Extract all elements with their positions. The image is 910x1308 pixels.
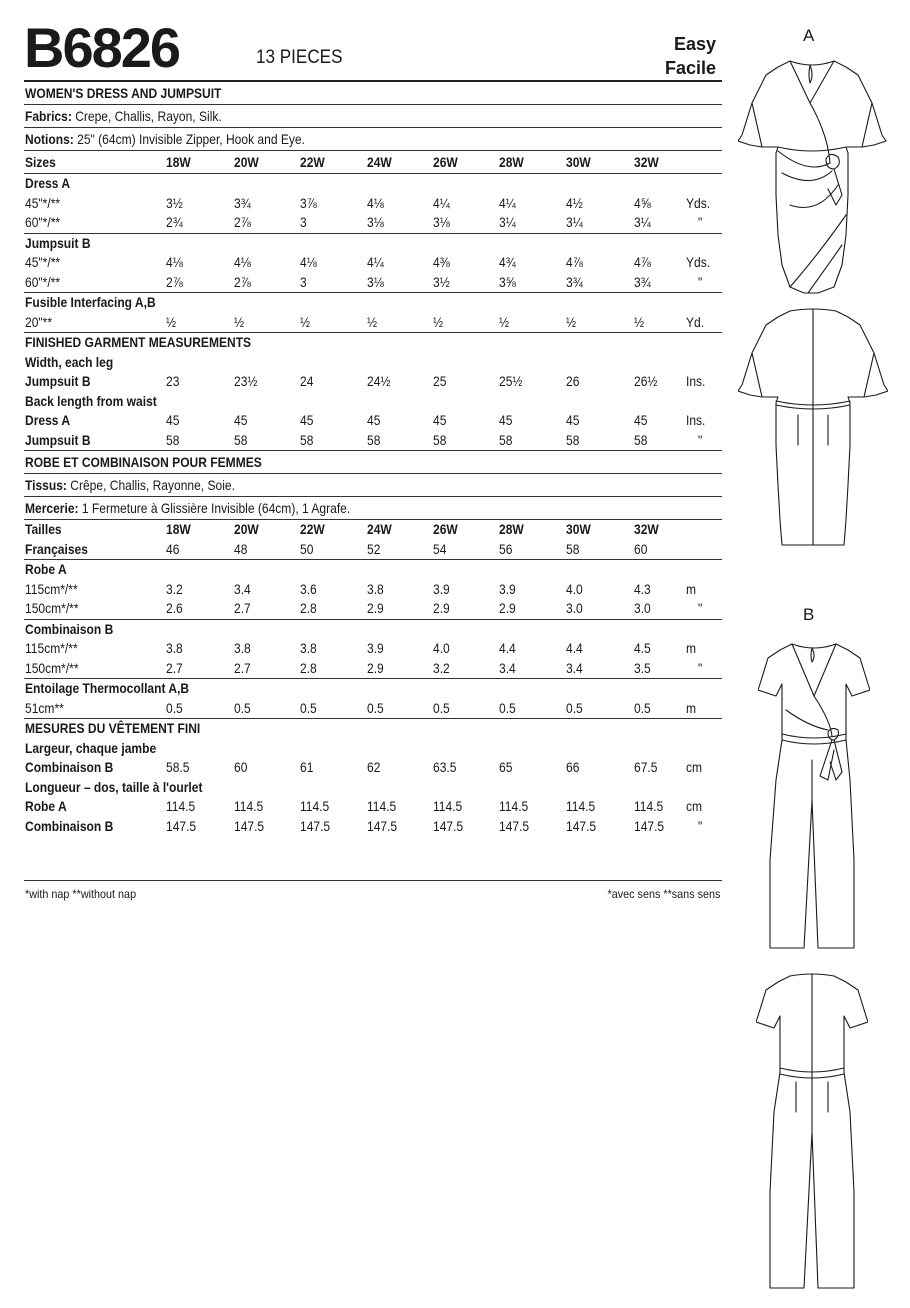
cell-value: 4⅛ — [166, 254, 183, 270]
cell-value: 2⅞ — [166, 273, 183, 290]
cell-value: 4¼ — [499, 194, 516, 211]
footnote-en: *with nap **without nap — [25, 887, 137, 901]
yardage-row — [24, 599, 722, 619]
mercerie-line — [25, 497, 350, 519]
cell-value: 66 — [566, 759, 580, 775]
cell-value: 3.4 — [234, 580, 251, 597]
cell-value: 62 — [367, 759, 381, 775]
cell-value: 56 — [499, 540, 513, 557]
cell-value: 2.9 — [433, 600, 450, 616]
unit-label: cm — [686, 759, 703, 775]
mercerie-label: Mercerie: — [25, 500, 79, 516]
cell-value: 26W — [433, 521, 458, 537]
cell-value: 20W — [234, 521, 259, 537]
cell-value: 22W — [300, 521, 325, 537]
cell-value: ½ — [234, 313, 245, 330]
yardage-row — [24, 213, 722, 233]
longueur-label: Longueur – dos, taille à l'ourlet — [25, 778, 203, 795]
cell-value: 0.5 — [367, 699, 384, 716]
notions-value: 25" (64cm) Invisible Zipper, Hook and Eye. — [77, 131, 305, 147]
cell-value: 114.5 — [433, 798, 463, 814]
difficulty-en: Easy — [673, 34, 716, 54]
cell-value: 18W — [166, 154, 191, 170]
cell-value: 3⅞ — [300, 194, 317, 211]
sizes-section — [24, 150, 722, 173]
cell-value: 147.5 — [234, 817, 265, 834]
mesures-section — [24, 718, 722, 836]
cell-value: 58 — [433, 431, 447, 448]
cell-value: 4.0 — [566, 580, 583, 597]
cell-value: 4⅞ — [566, 254, 583, 270]
pattern-number: B6826 — [24, 16, 180, 79]
chart-title-section — [24, 80, 722, 104]
cell-value: 60 — [234, 759, 248, 775]
cell-value: 24½ — [367, 373, 391, 389]
cell-value: 3¾ — [566, 273, 583, 290]
footnote-fr: *avec sens **sans sens — [607, 887, 720, 901]
cell-value: 2.9 — [499, 600, 516, 616]
row-label: 51cm** — [25, 699, 64, 716]
cell-value: 3⅛ — [433, 214, 450, 230]
cell-value: 54 — [433, 540, 447, 557]
tailles-label: Tailles — [25, 521, 62, 537]
cell-value: 30W — [566, 521, 591, 537]
fabrics-line — [25, 105, 222, 127]
cell-value: 3⅛ — [367, 273, 384, 290]
notions-section — [24, 127, 722, 150]
cell-value: 3.9 — [367, 640, 384, 656]
cell-value: 0.5 — [166, 699, 183, 716]
cell-value: 2.7 — [166, 659, 183, 676]
unit-label: " — [698, 214, 703, 230]
cell-value: 0.5 — [499, 699, 516, 716]
row-label: Dress A — [25, 412, 71, 428]
robe-a-label: Robe A — [25, 561, 67, 577]
cell-value: 4⅛ — [234, 254, 251, 270]
row-label: Jumpsuit B — [25, 431, 91, 448]
cell-value: 114.5 — [300, 798, 330, 814]
cell-value: 2.8 — [300, 659, 317, 676]
row-label: 115cm*/** — [25, 580, 78, 597]
unit-label: Yds. — [686, 194, 711, 211]
cell-value: 0.5 — [566, 699, 583, 716]
cell-value: 20W — [234, 154, 259, 170]
cell-value: 2.6 — [166, 600, 183, 616]
cell-value: 114.5 — [499, 798, 529, 814]
unit-label: Ins. — [686, 373, 706, 389]
combinaison-b-section — [24, 619, 722, 679]
francaises-label: Françaises — [25, 540, 88, 557]
tissus-label: Tissus: — [25, 477, 67, 493]
cell-value: 2⅞ — [234, 214, 251, 230]
cell-value: 45 — [300, 412, 314, 428]
finished-measurements-section — [24, 332, 722, 450]
cell-value: 4¼ — [433, 194, 450, 211]
combinaison-b-label: Combinaison B — [25, 620, 114, 637]
cell-value: 3.6 — [300, 580, 317, 597]
view-b-label: B — [803, 605, 815, 624]
cell-value: 0.5 — [634, 699, 651, 716]
cell-value: 48 — [234, 540, 248, 557]
cell-value: ½ — [634, 313, 645, 330]
unit-label: " — [698, 600, 703, 616]
view-a-label: A — [803, 26, 815, 45]
jumpsuit-b-label: Jumpsuit B — [25, 234, 91, 251]
cell-value: 45 — [166, 412, 180, 428]
cell-value: 32W — [634, 521, 659, 537]
cell-value: 58 — [300, 431, 314, 448]
cell-value: 3½ — [166, 194, 183, 211]
cell-value: 114.5 — [234, 798, 264, 814]
dress-a-section — [24, 173, 722, 233]
cell-value: 18W — [166, 521, 191, 537]
tailles-row — [24, 520, 722, 540]
cell-value: 114.5 — [367, 798, 397, 814]
cell-value: 147.5 — [300, 817, 331, 834]
tailles-section — [24, 519, 722, 559]
cell-value: 61 — [300, 759, 314, 775]
cell-value: ½ — [499, 313, 510, 330]
row-label: 45"*/** — [25, 194, 61, 211]
cell-value: 58 — [566, 431, 580, 448]
entoilage-section — [24, 678, 722, 718]
cell-value: 3.5 — [634, 659, 651, 676]
row-label: 150cm*/** — [25, 659, 79, 676]
cell-value: 46 — [166, 540, 180, 557]
measurement-row — [24, 431, 722, 451]
footnotes — [24, 880, 722, 911]
row-label: 60"*/** — [25, 214, 61, 230]
cell-value: 2.9 — [367, 659, 384, 676]
cell-value: 24W — [367, 154, 392, 170]
unit-label: Yds. — [686, 254, 711, 270]
measurement-row — [24, 797, 722, 817]
dress-a-back-illustration — [738, 305, 888, 550]
cell-value: 2⅞ — [234, 273, 251, 290]
row-label: 60"*/** — [25, 273, 61, 290]
cell-value: 45 — [234, 412, 248, 428]
cell-value: 3.9 — [499, 580, 516, 597]
unit-label: " — [698, 273, 703, 290]
interfacing-section — [24, 292, 722, 332]
mercerie-section — [24, 496, 722, 519]
fabrics-value: Crepe, Challis, Rayon, Silk. — [75, 108, 222, 124]
yardage-chart — [24, 80, 722, 836]
cell-value: 45 — [634, 412, 648, 428]
measurement-row — [24, 411, 722, 431]
cell-value: 58 — [367, 431, 381, 448]
largeur-label: Largeur, chaque jambe — [25, 739, 157, 756]
cell-value: 26W — [433, 154, 458, 170]
finished-title: FINISHED GARMENT MEASUREMENTS — [25, 334, 252, 350]
cell-value: 3 — [300, 273, 307, 290]
cell-value: 3 — [300, 214, 307, 230]
cell-value: 3.2 — [166, 580, 183, 597]
yardage-row — [24, 194, 722, 214]
cell-value: 63.5 — [433, 759, 457, 775]
cell-value: 23½ — [234, 373, 258, 389]
cell-value: ½ — [367, 313, 378, 330]
cell-value: 3.4 — [566, 659, 583, 676]
row-label: Combinaison B — [25, 817, 114, 834]
fabrics-label: Fabrics: — [25, 108, 72, 124]
unit-label: m — [686, 699, 697, 716]
unit-label: m — [686, 640, 697, 656]
cell-value: 2.7 — [234, 659, 251, 676]
cell-value: 3¼ — [499, 214, 516, 230]
cell-value: 23 — [166, 373, 180, 389]
yardage-row — [24, 253, 722, 273]
measurement-row — [24, 372, 722, 392]
yardage-row — [24, 580, 722, 600]
unit-label: cm — [686, 798, 703, 814]
cell-value: 3⅛ — [367, 214, 384, 230]
yardage-row — [24, 699, 722, 719]
row-label: 20"** — [25, 313, 53, 330]
row-label: 115cm*/** — [25, 640, 78, 656]
cell-value: 147.5 — [166, 817, 197, 834]
tissus-value: Crêpe, Challis, Rayonne, Soie. — [70, 477, 235, 493]
cell-value: 32W — [634, 154, 659, 170]
mesures-title: MESURES DU VÊTEMENT FINI — [25, 720, 201, 736]
mercerie-value: 1 Fermeture à Glissière Invisible (64cm), 1 Agrafe. — [81, 500, 351, 516]
entoilage-label: Entoilage Thermocollant A,B — [25, 680, 190, 696]
cell-value: 3.0 — [634, 600, 651, 616]
row-label: Robe A — [25, 798, 67, 814]
yardage-row — [24, 273, 722, 293]
cell-value: 26½ — [634, 373, 658, 389]
cell-value: 28W — [499, 521, 524, 537]
dress-a-label: Dress A — [25, 175, 71, 191]
unit-label: " — [698, 431, 703, 448]
francaises-row — [24, 540, 722, 560]
measurement-row — [24, 817, 722, 837]
cell-value: 4⅝ — [634, 194, 651, 211]
cell-value: 3.8 — [234, 640, 251, 656]
cell-value: 3¼ — [634, 214, 651, 230]
cell-value: 50 — [300, 540, 314, 557]
cell-value: 28W — [499, 154, 524, 170]
cell-value: 3.2 — [433, 659, 450, 676]
cell-value: 58 — [166, 431, 180, 448]
notions-line — [25, 128, 305, 150]
cell-value: ½ — [433, 313, 444, 330]
cell-value: 45 — [367, 412, 381, 428]
back-length-label: Back length from waist — [25, 392, 157, 409]
cell-value: 4¼ — [367, 254, 384, 270]
cell-value: 60 — [634, 540, 648, 557]
yardage-row — [24, 659, 722, 679]
unit-label: " — [698, 817, 703, 834]
row-label: 150cm*/** — [25, 600, 79, 616]
fr-title-section — [24, 450, 722, 473]
fabrics-section — [24, 104, 722, 127]
cell-value: 114.5 — [166, 798, 196, 814]
cell-value: 3.0 — [566, 600, 583, 616]
cell-value: 4⅜ — [433, 254, 450, 270]
cell-value: 4⅛ — [300, 254, 317, 270]
cell-value: 58 — [634, 431, 648, 448]
cell-value: 3.8 — [300, 640, 317, 656]
unit-label: m — [686, 580, 697, 597]
cell-value: 30W — [566, 154, 591, 170]
cell-value: 4.3 — [634, 580, 651, 597]
cell-value: 3¾ — [234, 194, 251, 211]
cell-value: 58.5 — [166, 759, 190, 775]
cell-value: 58 — [234, 431, 248, 448]
unit-label: Yd. — [686, 313, 705, 330]
cell-value: ½ — [566, 313, 577, 330]
cell-value: 3¼ — [566, 214, 583, 230]
cell-value: 3.9 — [433, 580, 450, 597]
cell-value: 3.8 — [367, 580, 384, 597]
cell-value: 0.5 — [433, 699, 450, 716]
cell-value: 2.7 — [234, 600, 251, 616]
cell-value: 24 — [300, 373, 314, 389]
cell-value: 114.5 — [566, 798, 596, 814]
difficulty-fr: Facile — [664, 58, 716, 78]
cell-value: 4.4 — [566, 640, 583, 656]
notions-label: Notions: — [25, 131, 74, 147]
jumpsuit-b-section — [24, 233, 722, 293]
unit-label: Ins. — [686, 412, 706, 428]
robe-a-section — [24, 559, 722, 619]
cell-value: 26 — [566, 373, 580, 389]
unit-label: " — [698, 659, 703, 676]
difficulty-rating — [665, 32, 716, 80]
cell-value: 58 — [499, 431, 513, 448]
tissus-section — [24, 473, 722, 496]
cell-value: 25 — [433, 373, 447, 389]
cell-value: 147.5 — [367, 817, 398, 834]
cell-value: 45 — [566, 412, 580, 428]
cell-value: 0.5 — [300, 699, 317, 716]
cell-value: 52 — [367, 540, 381, 557]
cell-value: 58 — [566, 540, 580, 557]
cell-value: 2.9 — [367, 600, 384, 616]
tissus-line — [25, 474, 235, 496]
cell-value: 67.5 — [634, 759, 658, 775]
cell-value: 147.5 — [634, 817, 665, 834]
interfacing-label: Fusible Interfacing A,B — [25, 294, 156, 310]
pattern-header — [24, 14, 724, 84]
cell-value: 45 — [499, 412, 513, 428]
yardage-row — [24, 313, 722, 333]
row-label: Jumpsuit B — [25, 373, 91, 389]
cell-value: 4½ — [566, 194, 583, 211]
cell-value: 65 — [499, 759, 513, 775]
row-label: Combinaison B — [25, 759, 114, 775]
cell-value: 22W — [300, 154, 325, 170]
cell-value: 3½ — [433, 273, 450, 290]
yardage-row — [24, 639, 722, 659]
cell-value: 3.8 — [166, 640, 183, 656]
cell-value: 4.4 — [499, 640, 516, 656]
cell-value: ½ — [166, 313, 177, 330]
cell-value: 3.4 — [499, 659, 516, 676]
cell-value: 147.5 — [499, 817, 530, 834]
cell-value: 3¾ — [634, 273, 651, 290]
cell-value: ½ — [300, 313, 311, 330]
cell-value: 147.5 — [433, 817, 464, 834]
cell-value: 147.5 — [566, 817, 597, 834]
cell-value: 24W — [367, 521, 392, 537]
cell-value: 4⅛ — [367, 194, 384, 211]
cell-value: 114.5 — [634, 798, 664, 814]
cell-value: 3⅝ — [499, 273, 516, 290]
jumpsuit-b-back-illustration — [756, 972, 868, 1292]
cell-value: 25½ — [499, 373, 523, 389]
cell-value: 4.5 — [634, 640, 651, 656]
dress-a-front-illustration — [738, 55, 888, 300]
fr-chart-title: ROBE ET COMBINAISON POUR FEMMES — [25, 454, 262, 470]
cell-value: 0.5 — [234, 699, 251, 716]
sizes-row — [24, 151, 722, 173]
cell-value: 4.0 — [433, 640, 450, 656]
sizes-label: Sizes — [25, 154, 56, 170]
width-label: Width, each leg — [25, 353, 114, 370]
row-label: 45"*/** — [25, 254, 61, 270]
cell-value: 2.8 — [300, 600, 317, 616]
piece-count: 13 PIECES — [256, 47, 343, 68]
chart-title: WOMEN'S DRESS AND JUMPSUIT — [25, 85, 222, 101]
jumpsuit-b-front-illustration — [758, 640, 870, 952]
cell-value: 4¾ — [499, 254, 516, 270]
cell-value: 4⅞ — [634, 254, 651, 270]
cell-value: 2¾ — [166, 214, 183, 230]
measurement-row — [24, 758, 722, 778]
cell-value: 45 — [433, 412, 447, 428]
